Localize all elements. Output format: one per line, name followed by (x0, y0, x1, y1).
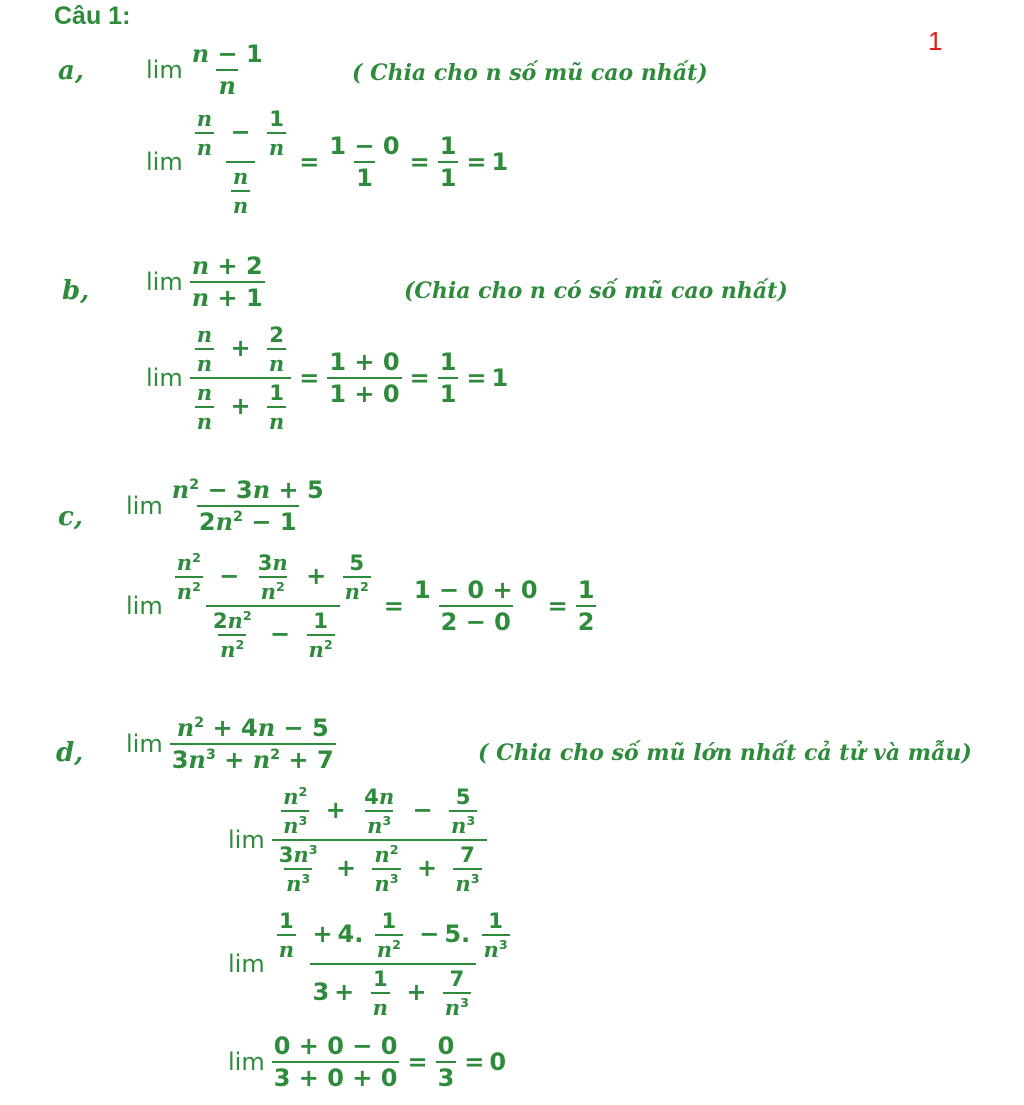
part-a-label: a, (58, 56, 84, 86)
compound-fraction: $\frac{n}{n}$ − $\frac{1}{n}$ $\frac{n}{n}$ (196, 106, 285, 219)
lim-operator: lim (228, 1048, 265, 1076)
part-b-label: b, (62, 276, 90, 306)
part-d-label: d, (56, 738, 84, 768)
lim-operator: lim (146, 148, 183, 177)
part-c-limit (126, 475, 329, 536)
part-d-note: ( Chia cho số mũ lớn nhất cả tử và mẫu) (478, 740, 972, 766)
part-b-note: (Chia cho n có số mũ cao nhất) (404, 278, 788, 304)
compound-fraction: $\frac{n^2}{n^3}$ + $\frac{4n}{n^3}$ − $\frac{5}{n^3}$ $\frac{3n^3}{n^3}$ + $\frac{n^2}{n^3}$ + $\frac{7}{n^3}$ (272, 786, 487, 895)
fraction: n − 1 n (191, 39, 263, 100)
part-b-limit (146, 251, 268, 312)
part-a-note: ( Chia cho n số mũ cao nhất) (352, 60, 708, 86)
part-c-steps: lim $\frac{n^2}{n^2}$ − $\frac{3n}{n^2}$ + $\frac{5}{n^2}$ $\frac{2n^2}{n^2}$ − $\frac{1}{n^2}$ = $\frac{1 - 0 + 0}{2 - 0}$ = $\frac{1}{2}$ (126, 549, 595, 663)
fraction: $n^2 + 4n - 5$ $3n^3 + n^2 + 7$ (171, 713, 334, 774)
lim-operator: lim (126, 492, 163, 520)
page-number: 1 (928, 26, 943, 56)
compound-fraction: $\frac{n}{n}$ + $\frac{2}{n}$ $\frac{n}{n}$ + $\frac{1}{n}$ (190, 324, 292, 433)
lim-operator: lim (126, 730, 163, 758)
lim-operator: lim (228, 826, 265, 855)
lim-operator: lim (146, 56, 183, 84)
fraction: n + 2 n + 1 (191, 251, 263, 312)
part-d-step-2 (228, 910, 518, 1019)
lim-operator: lim (126, 592, 163, 621)
part-a-steps: lim $\frac{n}{n}$ − $\frac{1}{n}$ $\frac{n}{n}$ = $\frac{1 - 0}{1}$ = $\frac{1}{1}$ = 1 (146, 106, 509, 219)
lim-operator: lim (228, 950, 265, 979)
part-d-limit (126, 713, 339, 774)
lim-operator: lim (146, 268, 183, 296)
lim-operator: lim (146, 364, 183, 393)
part-d-step-3: lim $\frac{0 + 0 - 0}{3 + 0 + 0}$ = $\frac{0}{3}$ = 0 (228, 1032, 507, 1092)
part-c-label: c, (58, 502, 83, 532)
part-a-limit (146, 39, 268, 100)
part-d-step-1 (228, 783, 490, 897)
question-heading: Câu 1: (54, 2, 131, 30)
compound-fraction: $\frac{n^2}{n^2}$ − $\frac{3n}{n^2}$ + $\frac{5}{n^2}$ $\frac{2n^2}{n^2}$ − $\frac{1}{n^2}$ (176, 549, 369, 663)
fraction: $n^2 - 3n + 5$ $2n^2 - 1$ (171, 475, 324, 536)
part-b-steps: lim $\frac{n}{n}$ + $\frac{2}{n}$ $\frac{n}{n}$ + $\frac{1}{n}$ = $\frac{1 + 0}{1 + 0}$ = $\frac{1}{1}$ = 1 (146, 322, 509, 435)
compound-fraction: $\frac{1}{n}$ + 4. $\frac{1}{n^2}$ − 5. $\frac{1}{n^3}$ 3 + $\frac{1}{n}$ + $\frac{7}{n^3}$ (278, 908, 508, 1021)
